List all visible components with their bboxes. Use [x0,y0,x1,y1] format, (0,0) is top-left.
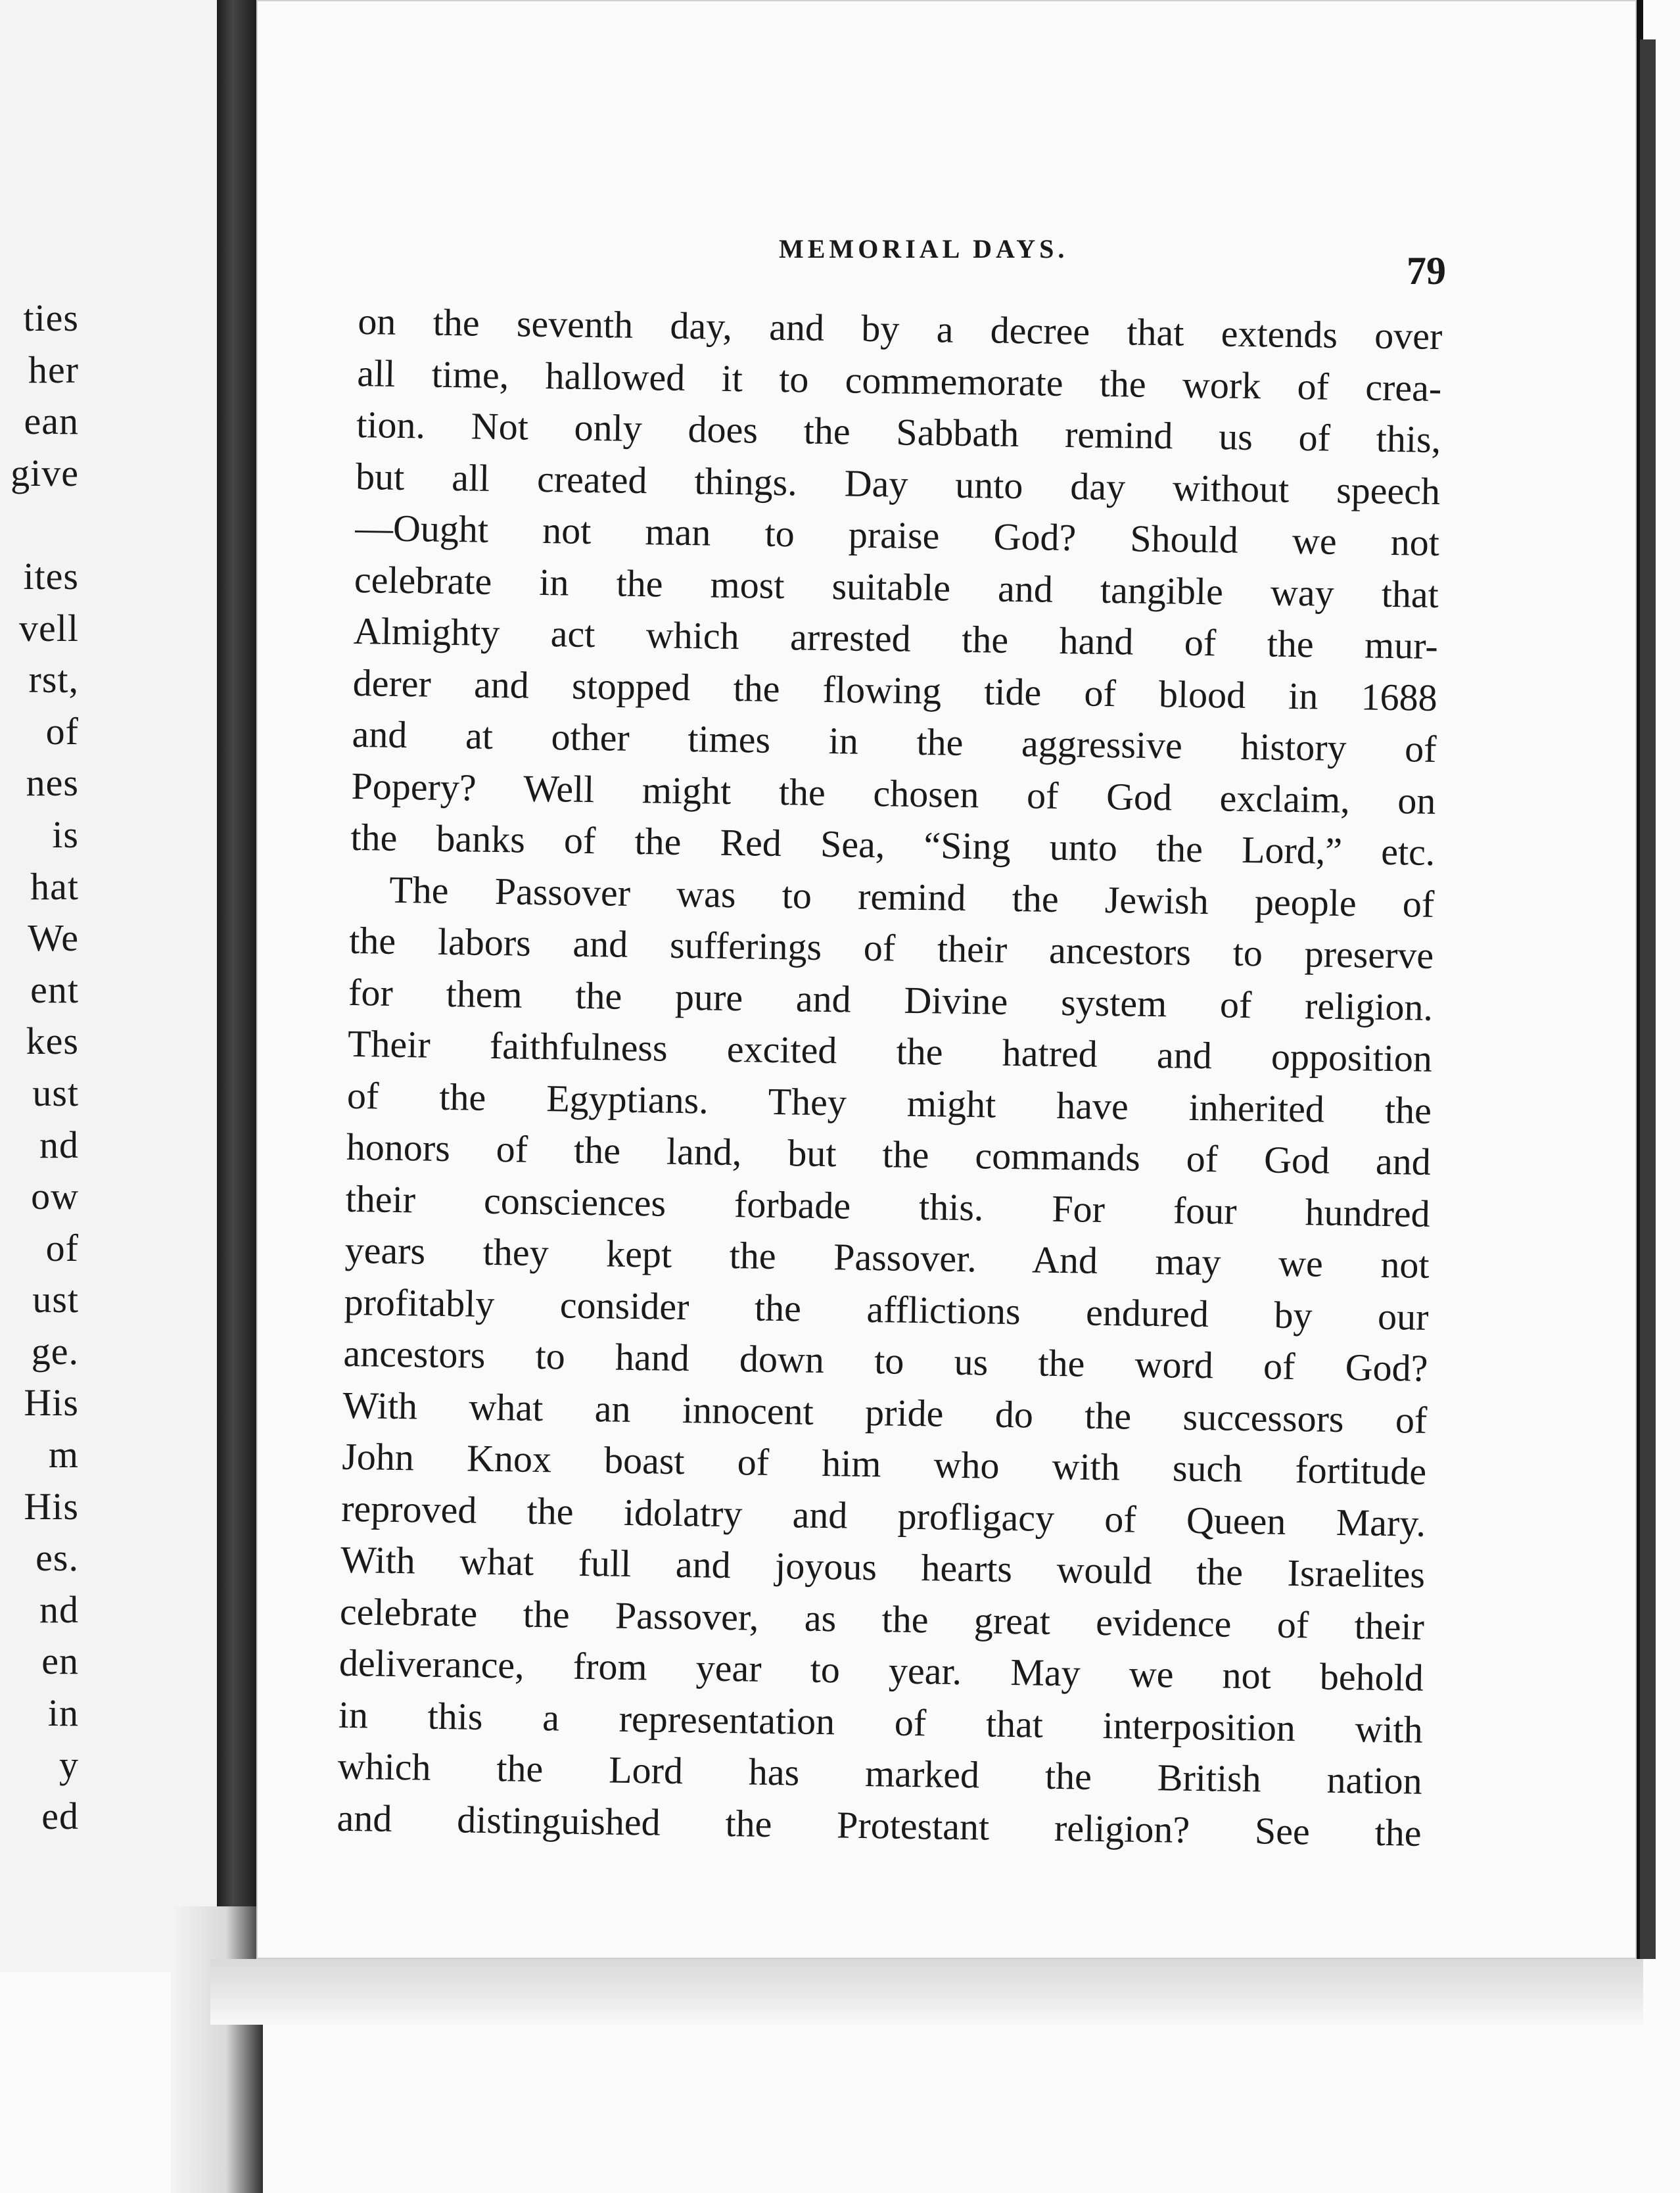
line-ending: of [45,1226,79,1269]
text-line: celebrate in the most suitable and tangible way that [354,557,1439,616]
line-ending: es. [35,1536,79,1580]
book-gutter [217,0,256,2193]
line-ending: m [48,1433,79,1476]
line-ending: His [24,1484,79,1528]
line-ending [0,499,79,551]
line-ending: nes [26,761,79,805]
line-ending: ties [23,296,79,339]
text-line: of the Egyptians. They might have inherited the [346,1073,1432,1132]
line-ending: We [28,916,79,960]
running-head: MEMORIAL DAYS. [779,234,1069,264]
text-line: celebrate the Passover, as the great evidence of their [339,1590,1425,1648]
line-ending: kes [26,1020,79,1063]
text-line: Their faithfulness excited the hatred and opposition [347,1022,1433,1080]
line-ending: her [28,348,79,391]
text-line: for them the pure and Divine system of religion. [348,970,1434,1029]
text-line: and at other times in the aggressive history of [352,712,1437,770]
line-ending: is [52,813,79,856]
text-line: the banks of the Red Sea, “Sing unto the Lord,” etc. [350,815,1435,874]
text-line: honors of the land, but the commands of God and [346,1125,1432,1183]
line-ending: ust [32,1278,79,1321]
line-ending: y [59,1743,79,1786]
text-line: but all created things. Day unto day without speech [355,454,1441,513]
line-ending: ow [31,1175,79,1218]
text-line: on the seventh day, and by a decree that extends over [358,299,1443,358]
line-ending: rst, [28,658,79,701]
line-ending: give [11,451,79,494]
text-line: Popery? Well might the chosen of God exclaim, on [351,764,1436,822]
line-ending: ean [24,400,79,443]
page-edge [1640,39,1656,1959]
line-ending: of [45,709,79,753]
line-ending: ed [41,1795,79,1838]
text-line: With what an innocent pride do the successors of [342,1383,1428,1442]
line-ending: ent [30,968,79,1011]
line-ending: vell [19,606,79,649]
body-text [335,296,1442,1941]
text-line: years they kept the Passover. And may we not [344,1228,1430,1286]
text-line: With what full and joyous hearts would the Israelites [340,1538,1426,1596]
line-ending: nd [39,1123,79,1166]
text-line: tion. Not only does the Sabbath remind us of this, [356,402,1441,461]
previous-page [0,0,234,1972]
text-line: ancestors to hand down to us the word of God? [343,1331,1428,1390]
previous-page-line-endings [0,293,79,1843]
paragraph-first-line: The Passover was to remind the Jewish people of [388,868,1435,926]
text-line: and distinguished the Protestant religion? See the [337,1796,1422,1854]
line-ending: hat [30,864,79,908]
page-bottom-shadow [210,1959,1643,2025]
text-line: which the Lord has marked the British nation [337,1744,1423,1803]
text-line: Almighty act which arrested the hand of the mur- [353,609,1439,667]
page-number: 79 [1407,249,1446,293]
text-line: John Knox boast of him who with such fortitude [341,1434,1427,1493]
text-line: profitably consider the afflictions endured by our [344,1280,1429,1338]
text-line: the labors and sufferings of their ancestors to preserve [348,918,1434,977]
text-line: reproved the idolatry and profligacy of Queen Mary. [340,1486,1426,1545]
line-ending: in [47,1691,79,1735]
line-ending: His [24,1381,79,1425]
line-ending: en [41,1639,79,1683]
text-line: derer and stopped the flowing tide of blood in 1688 [352,661,1438,719]
text-line: in this a representation of that interposition with [338,1693,1424,1751]
text-line: all time, hallowed it to commemorate the work of crea- [356,351,1442,410]
text-line: —Ought not man to praise God? Should we not [354,506,1440,565]
line-ending: nd [39,1588,79,1631]
line-ending: ites [23,554,79,598]
gutter-shadow [171,1906,263,2193]
line-ending: ust [32,1071,79,1114]
text-line: their consciences forbade this. For four hundred [345,1177,1431,1235]
text-line: deliverance, from year to year. May we not behold [338,1641,1424,1699]
line-ending: ge. [31,1329,79,1373]
